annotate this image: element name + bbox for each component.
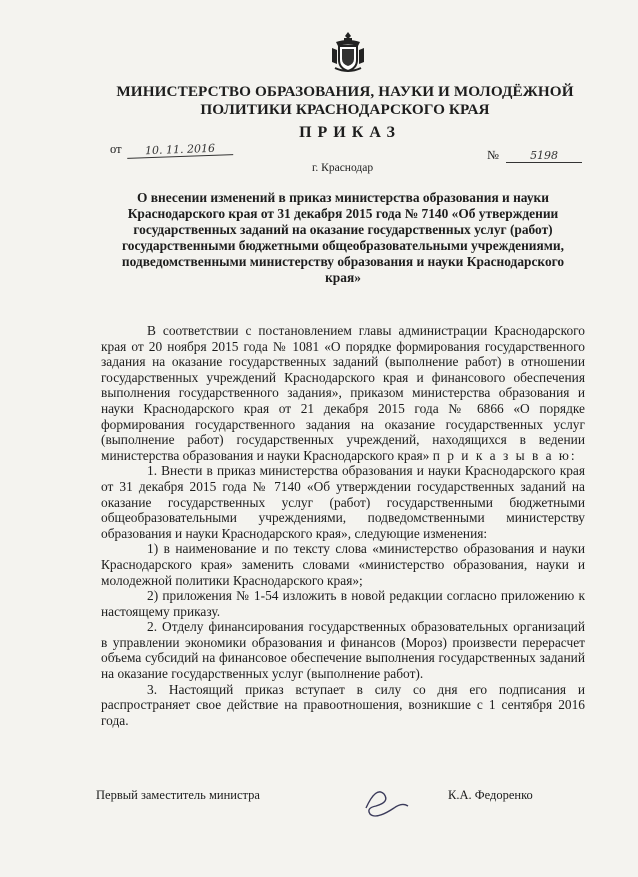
- coat-of-arms-icon: [330, 30, 366, 74]
- order-subject: О внесении изменений в приказ министерства образования и науки Краснодарского края от 31 декабря 2015 года № 7140 «Об утверждении государственных заданий на оказание государственных услуг (работ) государственными бюджетными общеобразовательными учреждениями, подведомственными министерству образования и науки Краснодарского края»: [121, 190, 565, 285]
- paragraph-item-1-2: 2) приложения № 1-54 изложить в новой редакции согласно приложению к настоящему приказу.: [101, 588, 585, 619]
- intro-text: В соответствии с постановлением главы администрации Краснодарского края от 20 ноября 2015 года № 1081 «О порядке формирования государственного задания на оказание государственных заданий (выполнение работ) в отношении государственных учреждений Краснодарского края и финансового обеспечения выполнения государственного задания», приказом министерства образования и науки Краснодарского края от 21 декабря 2015 года № 6866 «О порядке формирования государственного задания на оказание государственных услуг (выполнение работ) государственных учреждений, находящихся в ведении министерства образования и науки Краснодарского края»: [101, 323, 585, 463]
- date-label: от: [110, 142, 122, 156]
- signatory-position: Первый заместитель министра: [96, 788, 260, 802]
- signature-mark-icon: [358, 778, 413, 820]
- date-value: 10. 11. 2016: [126, 141, 232, 159]
- order-body: [101, 323, 585, 728]
- city: г. Краснодар: [312, 162, 374, 174]
- paragraph-item-2: 2. Отделу финансирования государственных образовательных организаций в управлении экономики образования и финансов (Мороз) произвести перерасчет объема субсидий на финансовое обеспечение выполнения государственных заданий на оказание государственных услуг (выполнение работ).: [101, 619, 585, 682]
- paragraph-item-1-1: 1) в наименование и по тексту слова «министерство образования и науки Краснодарского края» заменить словами «министерство образования, науки и молодежной политики Краснодарского края»;: [101, 541, 585, 588]
- paragraph-item-1: 1. Внести в приказ министерства образования и науки Краснодарского края от 31 декабря 2015 года № 7140 «Об утверждении государственных заданий на оказание государственных услуг (работ) государственными бюджетными общеобразовательными учреждениями, подведомственными министерству образования и науки Краснодарского края», следующие изменения:: [101, 463, 585, 541]
- date-line: [110, 142, 233, 157]
- ministry-name: МИНИСТЕРСТВО ОБРАЗОВАНИЯ, НАУКИ И МОЛОДЁЖНОЙ ПОЛИТИКИ КРАСНОДАРСКОГО КРАЯ: [116, 83, 574, 118]
- number-label: №: [487, 148, 499, 162]
- paragraph-item-3: 3. Настоящий приказ вступает в силу со дня его подписания и распространяет свое действие на правоотношения, возникшие с 1 сентября 2016 года.: [101, 681, 585, 728]
- number-value: 5198: [506, 149, 582, 163]
- intro-action: п р и к а з ы в а ю:: [432, 447, 577, 463]
- number-line: [487, 148, 582, 163]
- paragraph-intro: [101, 323, 585, 463]
- signatory-name: К.А. Федоренко: [448, 788, 533, 802]
- document-type: ПРИКАЗ: [299, 124, 401, 141]
